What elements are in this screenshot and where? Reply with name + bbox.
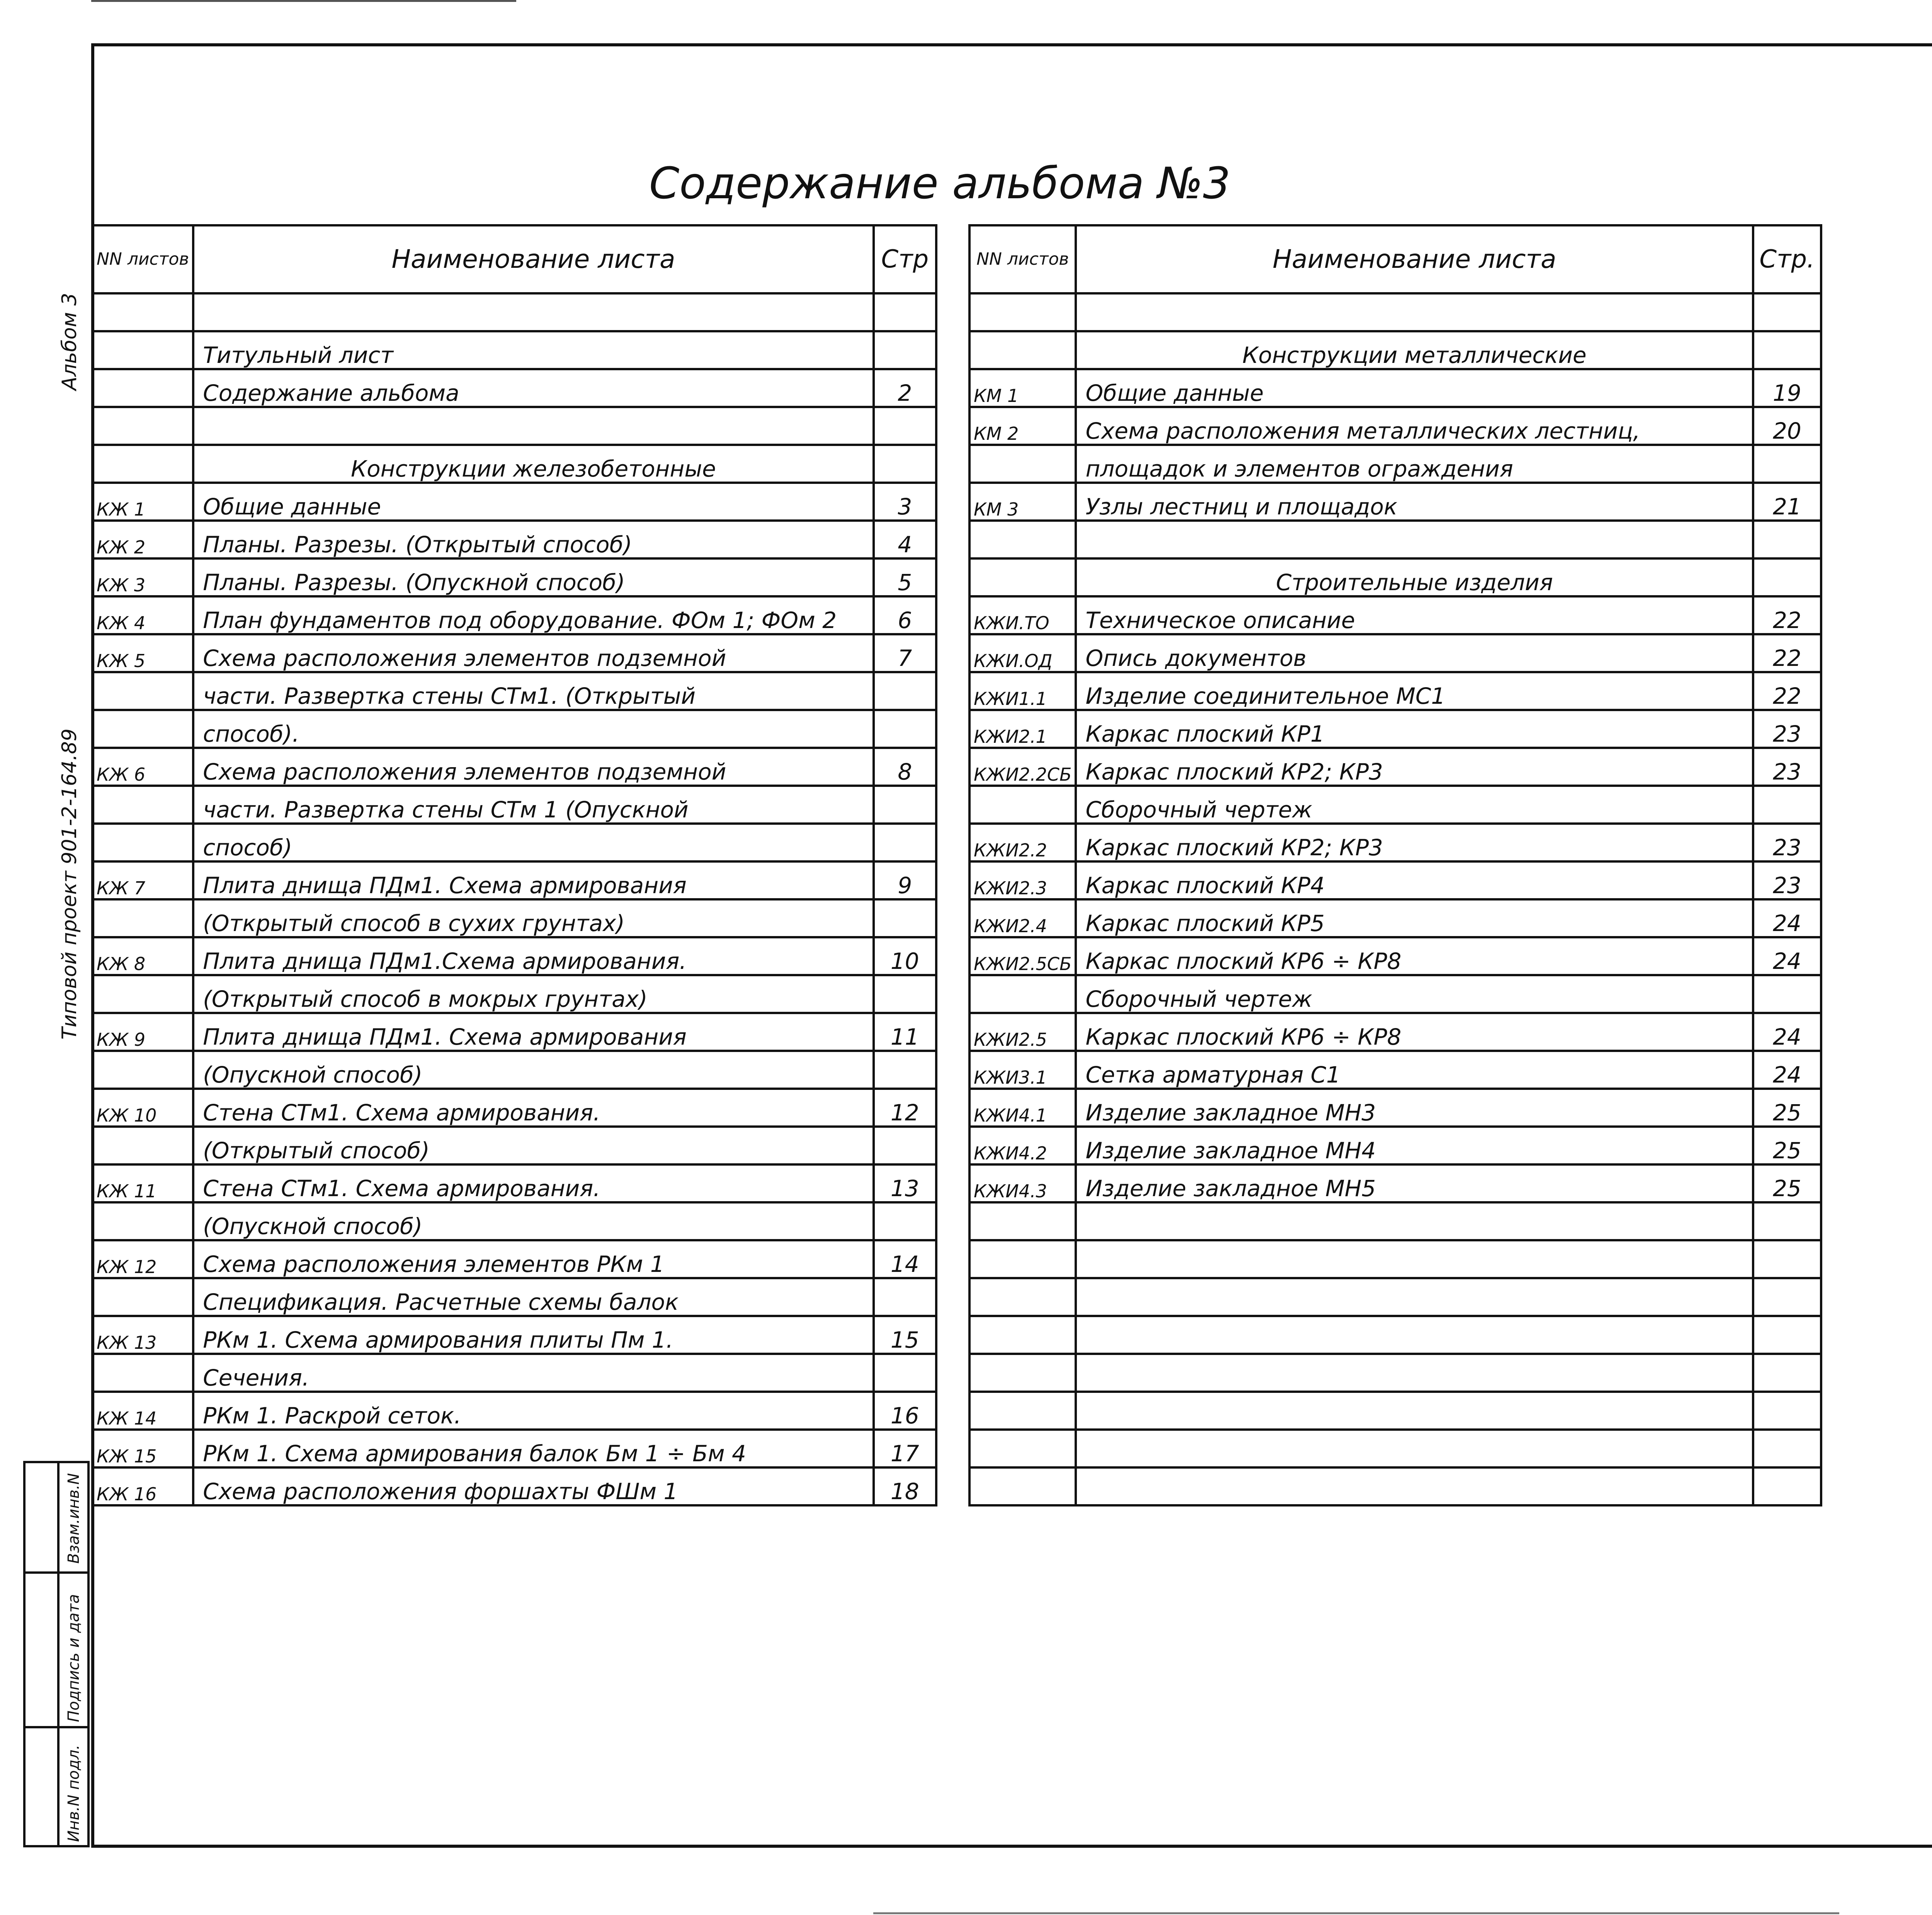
page-number-cell: 19 (1753, 369, 1821, 407)
sheet-name-cell: Каркас плоский КР6 ÷ КР8 (1076, 937, 1753, 975)
sheet-name-cell (1076, 293, 1753, 331)
sheet-name-cell (193, 293, 873, 331)
page-number-cell: 23 (1753, 748, 1821, 786)
sheet-name-cell: Изделие закладное МН4 (1076, 1127, 1753, 1164)
page-number-cell: 12 (874, 1089, 936, 1127)
sheet-number-cell: КЖИ.ТО (969, 596, 1076, 634)
table-row (969, 1089, 1821, 1127)
table-row (92, 521, 936, 558)
page-number-cell: 9 (874, 861, 936, 899)
table-row (92, 483, 936, 521)
page-number-cell (1753, 293, 1821, 331)
page-number-cell (1753, 786, 1821, 824)
page-number-cell (874, 672, 936, 710)
table-row (969, 1430, 1821, 1467)
sheet-number-cell: КЖ 11 (92, 1164, 193, 1202)
sheet-name-cell (1076, 1467, 1753, 1505)
page-number-cell (874, 331, 936, 369)
page-number-cell: 22 (1753, 596, 1821, 634)
page-number-cell (874, 786, 936, 824)
page-number-cell: 4 (874, 521, 936, 558)
sheet-name-cell (1076, 521, 1753, 558)
page-number-cell (1753, 1354, 1821, 1392)
stamp-divider-vertical (57, 1463, 60, 1845)
table-row (92, 634, 936, 672)
page-number-cell (1753, 558, 1821, 596)
sheet-number-cell (969, 445, 1076, 483)
page-number-cell: 23 (1753, 861, 1821, 899)
sheet-number-cell: КЖ 3 (92, 558, 193, 596)
sheet-number-cell: КМ 1 (969, 369, 1076, 407)
page-number-cell: 21 (1753, 483, 1821, 521)
section-heading-cell: Строительные изделия (1076, 558, 1753, 596)
table-row (969, 748, 1821, 786)
table-row (969, 407, 1821, 445)
sheet-name-cell: Стена СТм1. Схема армирования. (193, 1164, 873, 1202)
sheet-number-cell (969, 293, 1076, 331)
table-row (92, 672, 936, 710)
sheet-name-cell: способ) (193, 824, 873, 861)
page-number-cell (874, 1278, 936, 1316)
sheet-number-cell: КЖ 16 (92, 1467, 193, 1505)
page-number-cell (1753, 1240, 1821, 1278)
contents-table-left (91, 224, 937, 1506)
sheet-name-cell: Каркас плоский КР4 (1076, 861, 1753, 899)
page-number-cell (1753, 1278, 1821, 1316)
table-row (92, 293, 936, 331)
table-row (92, 786, 936, 824)
sheet-name-cell: Планы. Разрезы. (Опускной способ) (193, 558, 873, 596)
table-row (92, 861, 936, 899)
table-row (92, 824, 936, 861)
table-row (969, 521, 1821, 558)
sheet-number-cell (92, 899, 193, 937)
table-row (969, 1278, 1821, 1316)
top-edge-line (91, 0, 516, 2)
stamp-divider (26, 1571, 87, 1574)
page-number-cell (874, 899, 936, 937)
sheet-number-cell: КМ 3 (969, 483, 1076, 521)
sheet-name-cell: части. Развертка стены СТм1. (Открытый (193, 672, 873, 710)
header-page: Стр (874, 225, 936, 293)
page-number-cell: 5 (874, 558, 936, 596)
sheet-name-cell: Узлы лестниц и площадок (1076, 483, 1753, 521)
table-row (92, 445, 936, 483)
contents-table-right (968, 224, 1822, 1506)
sheet-number-cell (969, 786, 1076, 824)
approval-stamp (23, 1461, 90, 1847)
sheet-number-cell (969, 975, 1076, 1013)
page-number-cell: 2 (874, 369, 936, 407)
sheet-name-cell: Схема расположения элементов подземной (193, 634, 873, 672)
page-number-cell: 3 (874, 483, 936, 521)
sheet-name-cell: Плита днища ПДм1. Схема армирования (193, 861, 873, 899)
sheet-name-cell: Общие данные (1076, 369, 1753, 407)
sheet-number-cell (92, 445, 193, 483)
sheet-name-cell (1076, 1202, 1753, 1240)
sheet-number-cell: КЖ 10 (92, 1089, 193, 1127)
sheet-number-cell: КЖИ2.5СБ (969, 937, 1076, 975)
table-header-row (92, 225, 936, 293)
sheet-number-cell: КЖ 7 (92, 861, 193, 899)
sheet-number-cell (969, 1240, 1076, 1278)
page-number-cell: 6 (874, 596, 936, 634)
table-row (92, 1430, 936, 1467)
sheet-number-cell: КЖ 4 (92, 596, 193, 634)
page-number-cell: 25 (1753, 1164, 1821, 1202)
sheet-name-cell: площадок и элементов ограждения (1076, 445, 1753, 483)
sheet-name-cell (1076, 1316, 1753, 1354)
sheet-name-cell: Изделие закладное МН5 (1076, 1164, 1753, 1202)
sheet-number-cell (969, 521, 1076, 558)
page-number-cell: 15 (874, 1316, 936, 1354)
table-row (969, 824, 1821, 861)
table-row (92, 710, 936, 748)
sheet-number-cell: КЖИ2.2 (969, 824, 1076, 861)
stamp-inventory-label: Инв.N подл. (65, 1745, 83, 1842)
table-row (969, 1467, 1821, 1505)
sheet-name-cell: Схема расположения элементов РКм 1 (193, 1240, 873, 1278)
sheet-number-cell: КЖИ.ОД (969, 634, 1076, 672)
table-row (92, 331, 936, 369)
sheet-name-cell: (Опускной способ) (193, 1051, 873, 1089)
sheet-number-cell: КЖИ1.1 (969, 672, 1076, 710)
sheet-number-cell: КЖИ2.5 (969, 1013, 1076, 1051)
table-row (92, 1240, 936, 1278)
table-header-row (969, 225, 1821, 293)
section-heading-cell: Конструкции железобетонные (193, 445, 873, 483)
table-row (92, 1089, 936, 1127)
page-title: Содержание альбома №3 (649, 158, 1231, 209)
sheet-number-cell: КЖ 15 (92, 1430, 193, 1467)
sheet-number-cell (969, 331, 1076, 369)
sheet-name-cell: Сборочный чертеж (1076, 786, 1753, 824)
page-number-cell (1753, 975, 1821, 1013)
sheet-name-cell: Каркас плоский КР2; КР3 (1076, 824, 1753, 861)
sheet-number-cell: КЖ 8 (92, 937, 193, 975)
page-number-cell: 25 (1753, 1089, 1821, 1127)
table-row (92, 1013, 936, 1051)
table-row (969, 1127, 1821, 1164)
table-row (92, 1202, 936, 1240)
bottom-edge-line (873, 1912, 1839, 1914)
sheet-number-cell (92, 786, 193, 824)
sheet-name-cell: Планы. Разрезы. (Открытый способ) (193, 521, 873, 558)
sheet-name-cell: способ). (193, 710, 873, 748)
page-number-cell: 7 (874, 634, 936, 672)
stamp-vzam-label: Взам.инв.N (65, 1473, 83, 1564)
sheet-number-cell (92, 975, 193, 1013)
sheet-number-cell (969, 1467, 1076, 1505)
header-page: Стр. (1753, 225, 1821, 293)
table-row (92, 596, 936, 634)
page-number-cell: 14 (874, 1240, 936, 1278)
table-row (969, 710, 1821, 748)
page-number-cell (1753, 521, 1821, 558)
sheet-name-cell: (Опускной способ) (193, 1202, 873, 1240)
table-row (969, 1240, 1821, 1278)
page-number-cell (874, 710, 936, 748)
sheet-name-cell: Спецификация. Расчетные схемы балок (193, 1278, 873, 1316)
table-row (92, 1392, 936, 1430)
table-row (92, 1278, 936, 1316)
sheet-number-cell: КЖИ2.2СБ (969, 748, 1076, 786)
page-number-cell (1753, 1202, 1821, 1240)
sheet-number-cell: КЖИ2.1 (969, 710, 1076, 748)
sheet-name-cell: (Открытый способ) (193, 1127, 873, 1164)
table-row (969, 899, 1821, 937)
page-number-cell: 10 (874, 937, 936, 975)
table-row (92, 1354, 936, 1392)
page-number-cell (874, 407, 936, 445)
sheet-number-cell (92, 710, 193, 748)
header-name: Наименование листа (1076, 225, 1753, 293)
page-number-cell (874, 824, 936, 861)
sheet-name-cell: Каркас плоский КР6 ÷ КР8 (1076, 1013, 1753, 1051)
table-row (969, 1013, 1821, 1051)
sheet-name-cell: (Открытый способ в мокрых грунтах) (193, 975, 873, 1013)
sheet-name-cell: Опись документов (1076, 634, 1753, 672)
sheet-name-cell: Плита днища ПДм1.Схема армирования. (193, 937, 873, 975)
sheet-number-cell (969, 558, 1076, 596)
header-name: Наименование листа (193, 225, 873, 293)
sheet-name-cell: Изделие закладное МН3 (1076, 1089, 1753, 1127)
sheet-number-cell (92, 672, 193, 710)
table-row (969, 937, 1821, 975)
stamp-divider (26, 1726, 87, 1728)
page-number-cell: 16 (874, 1392, 936, 1430)
sheet-number-cell (92, 293, 193, 331)
sheet-number-cell (969, 1278, 1076, 1316)
table-row (969, 975, 1821, 1013)
sheet-number-cell (92, 1202, 193, 1240)
table-row (969, 1202, 1821, 1240)
sheet-number-cell (969, 1392, 1076, 1430)
table-row (92, 1051, 936, 1089)
table-row (92, 748, 936, 786)
sheet-number-cell (969, 1316, 1076, 1354)
sheet-number-cell: КЖ 9 (92, 1013, 193, 1051)
sheet-number-cell (92, 407, 193, 445)
page-number-cell (1753, 1392, 1821, 1430)
table-row (92, 899, 936, 937)
sheet-number-cell: КЖ 12 (92, 1240, 193, 1278)
page-number-cell (1753, 331, 1821, 369)
page-number-cell: 11 (874, 1013, 936, 1051)
sheet-name-cell: РКм 1. Схема армирования плиты Пм 1. (193, 1316, 873, 1354)
header-nn: NN листов (969, 225, 1076, 293)
sheet-name-cell: Каркас плоский КР5 (1076, 899, 1753, 937)
table-row (92, 558, 936, 596)
sheet-name-cell: Техническое описание (1076, 596, 1753, 634)
table-row (92, 1164, 936, 1202)
page-number-cell: 24 (1753, 899, 1821, 937)
page-number-cell (1753, 445, 1821, 483)
table-row (92, 369, 936, 407)
sheet-number-cell (92, 1278, 193, 1316)
sheet-number-cell (92, 1127, 193, 1164)
table-row (969, 293, 1821, 331)
table-row (969, 1392, 1821, 1430)
page-number-cell: 24 (1753, 937, 1821, 975)
sheet-name-cell: План фундаментов под оборудование. ФОм 1; ФОм 2 (193, 596, 873, 634)
sheet-number-cell: КМ 2 (969, 407, 1076, 445)
sheet-number-cell (92, 369, 193, 407)
sheet-number-cell: КЖИ2.3 (969, 861, 1076, 899)
sheet-number-cell: КЖ 2 (92, 521, 193, 558)
page-number-cell (874, 1051, 936, 1089)
sheet-name-cell: Схема расположения элементов подземной (193, 748, 873, 786)
page-number-cell (874, 293, 936, 331)
page-number-cell (1753, 1467, 1821, 1505)
sheet-name-cell (1076, 1392, 1753, 1430)
page-number-cell: 24 (1753, 1013, 1821, 1051)
sheet-name-cell (193, 407, 873, 445)
sheet-number-cell (969, 1354, 1076, 1392)
page-number-cell (874, 1127, 936, 1164)
sheet-name-cell: Схема расположения форшахты ФШм 1 (193, 1467, 873, 1505)
table-row (969, 1051, 1821, 1089)
sheet-number-cell (92, 331, 193, 369)
header-nn: NN листов (92, 225, 193, 293)
sheet-name-cell: Плита днища ПДм1. Схема армирования (193, 1013, 873, 1051)
sheet-name-cell: Каркас плоский КР2; КР3 (1076, 748, 1753, 786)
table-row (92, 407, 936, 445)
sheet-number-cell (969, 1430, 1076, 1467)
table-row (92, 937, 936, 975)
table-row (92, 975, 936, 1013)
sheet-name-cell: Титульный лист (193, 331, 873, 369)
page-number-cell: 23 (1753, 710, 1821, 748)
sheet-name-cell: Стена СТм1. Схема армирования. (193, 1089, 873, 1127)
table-row (969, 672, 1821, 710)
sheet-name-cell: Сечения. (193, 1354, 873, 1392)
page-number-cell (874, 975, 936, 1013)
table-row (969, 445, 1821, 483)
table-row (969, 861, 1821, 899)
sheet-name-cell: Изделие соединительное МС1 (1076, 672, 1753, 710)
sheet-name-cell: Общие данные (193, 483, 873, 521)
sheet-name-cell (1076, 1430, 1753, 1467)
album-label: Альбом 3 (58, 293, 81, 390)
sheet-name-cell: Схема расположения металлических лестниц, (1076, 407, 1753, 445)
page-number-cell (874, 445, 936, 483)
sheet-number-cell: КЖИ4.3 (969, 1164, 1076, 1202)
table-row (92, 1316, 936, 1354)
table-row (969, 1354, 1821, 1392)
page-number-cell (1753, 1430, 1821, 1467)
table-row (969, 634, 1821, 672)
table-row (969, 596, 1821, 634)
page-number-cell: 23 (1753, 824, 1821, 861)
table-row (969, 786, 1821, 824)
sheet-name-cell: РКм 1. Схема армирования балок Бм 1 ÷ Бм 4 (193, 1430, 873, 1467)
table-row (92, 1467, 936, 1505)
page-number-cell: 17 (874, 1430, 936, 1467)
table-row (92, 1127, 936, 1164)
page-number-cell: 22 (1753, 634, 1821, 672)
table-row (969, 331, 1821, 369)
stamp-signature-label: Подпись и дата (65, 1594, 83, 1722)
sheet-name-cell: части. Развертка стены СТм 1 (Опускной (193, 786, 873, 824)
page-number-cell: 22 (1753, 672, 1821, 710)
table-row (969, 1316, 1821, 1354)
sheet-name-cell: (Открытый способ в сухих грунтах) (193, 899, 873, 937)
sheet-name-cell: Сетка арматурная С1 (1076, 1051, 1753, 1089)
page-number-cell: 18 (874, 1467, 936, 1505)
sheet-number-cell: КЖ 13 (92, 1316, 193, 1354)
page-number-cell: 8 (874, 748, 936, 786)
sheet-number-cell: КЖИ4.1 (969, 1089, 1076, 1127)
table-row (969, 558, 1821, 596)
page-number-cell: 24 (1753, 1051, 1821, 1089)
page-number-cell: 25 (1753, 1127, 1821, 1164)
page-number-cell: 13 (874, 1164, 936, 1202)
sheet-name-cell: РКм 1. Раскрой сеток. (193, 1392, 873, 1430)
page-number-cell (1753, 1316, 1821, 1354)
sheet-number-cell (92, 1354, 193, 1392)
sheet-name-cell: Содержание альбома (193, 369, 873, 407)
table-row (969, 1164, 1821, 1202)
sheet-number-cell: КЖ 6 (92, 748, 193, 786)
page-number-cell (874, 1354, 936, 1392)
sheet-number-cell: КЖ 5 (92, 634, 193, 672)
section-heading-cell: Конструкции металлические (1076, 331, 1753, 369)
sheet-number-cell: КЖ 1 (92, 483, 193, 521)
table-row (969, 483, 1821, 521)
page-number-cell: 20 (1753, 407, 1821, 445)
project-label: Типовой проект 901-2-164.89 (58, 728, 81, 1040)
sheet-name-cell (1076, 1278, 1753, 1316)
sheet-name-cell: Сборочный чертеж (1076, 975, 1753, 1013)
sheet-number-cell (92, 824, 193, 861)
sheet-number-cell (969, 1202, 1076, 1240)
page-number-cell (874, 1202, 936, 1240)
sheet-name-cell (1076, 1354, 1753, 1392)
sheet-name-cell: Каркас плоский КР1 (1076, 710, 1753, 748)
sheet-number-cell: КЖИ4.2 (969, 1127, 1076, 1164)
sheet-number-cell: КЖ 14 (92, 1392, 193, 1430)
sheet-number-cell (92, 1051, 193, 1089)
sheet-number-cell: КЖИ3.1 (969, 1051, 1076, 1089)
sheet-number-cell: КЖИ2.4 (969, 899, 1076, 937)
table-row (969, 369, 1821, 407)
sheet-name-cell (1076, 1240, 1753, 1278)
